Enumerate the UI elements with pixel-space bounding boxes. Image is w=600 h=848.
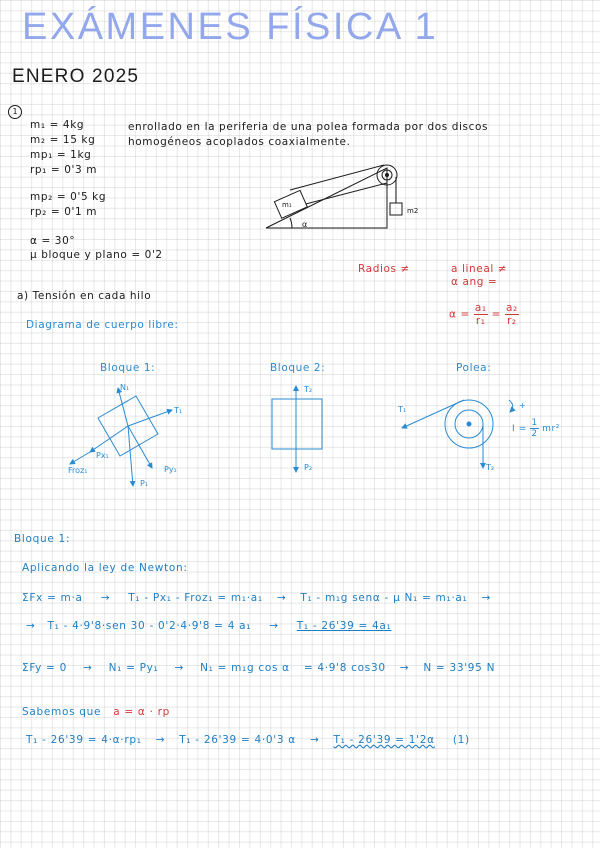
formula-lhs: α = [449, 308, 470, 321]
rotation-arrow [509, 400, 513, 412]
block1-fbd [60, 378, 200, 493]
page-title: EXÁMENES FÍSICA 1 [22, 6, 439, 48]
fraction-a1-r1: $\frac{\text{a₁}}{\text{r₁}}$ [474, 302, 487, 327]
pulley-fbd [394, 388, 526, 478]
block1-label-p: P₁ [140, 479, 149, 488]
pulley-title: Polea: [456, 362, 492, 374]
rotation-sign: + [519, 401, 526, 410]
note-linear-accel: a lineal ≠ [451, 263, 508, 275]
data-mu: μ bloque y plano = 0'2 [30, 249, 163, 261]
pulley-label-t1: T₁ [398, 405, 407, 414]
pulley-axle [386, 174, 389, 177]
block1-label-froz: Froz₁ [68, 466, 88, 475]
statement-line-2: homogéneos acoplados coaxialmente. [128, 136, 351, 148]
block2-label-p: P₂ [304, 463, 313, 472]
label-m2: m2 [407, 207, 419, 215]
data-mp1: mp₁ = 1kg [30, 149, 92, 161]
final-line: T₁ - 26'39 = 4·α·rp₁ → T₁ - 26'39 = 4·0'3 α → T₁ - 26'39 = 1'2α (1) [26, 734, 470, 746]
block2-rect [272, 399, 322, 449]
label-m1: m₁ [282, 201, 292, 209]
incline-diagram [262, 158, 422, 233]
equation-1: T₁ - 26'39 = 1'2α [333, 734, 435, 746]
block1-label-t: T₁ [174, 406, 183, 415]
fraction-a2-r2: $\frac{\text{a₂}}{\text{r₂}}$ [505, 302, 518, 327]
rope-lower [298, 183, 387, 206]
note-angular-accel: α ang = [451, 276, 498, 288]
pulley-label-t2: T₂ [486, 463, 495, 472]
fx-line-1: ΣFx = m·a → T₁ - Px₁ - Froz₁ = m₁·a₁ → T₁ - m₁g senα - μ N₁ = m₁·a₁ → [22, 592, 491, 604]
label-alpha: α [302, 220, 308, 229]
fx-line-2: → T₁ - 4·9'8·sen 30 - 0'2·4·9'8 = 4 a₁ → T₁ - 26'39 = 4a₁ [26, 620, 392, 632]
angle-arc [290, 218, 292, 228]
result-fx: T₁ - 26'39 = 4a₁ [296, 620, 392, 632]
statement-line-1: enrollado en la periferia de una polea formada por dos discos [128, 121, 489, 133]
block1-title: Bloque 1: [100, 362, 156, 374]
equation-number: (1) [452, 734, 470, 746]
data-alpha: α = 30° [30, 235, 76, 247]
normal-force-result: N = 33'95 N [423, 662, 496, 674]
block1-label-n: N₁ [120, 383, 130, 392]
block1-weight-arrow [128, 426, 133, 486]
block1-tension-arrow [128, 410, 172, 426]
block2-title: Bloque 2: [270, 362, 326, 374]
data-m1: m₁ = 4kg [30, 119, 85, 131]
pulley-center [467, 422, 471, 426]
solution-block-title: Bloque 1: [14, 533, 71, 545]
section-a-heading: a) Tensión en cada hilo [17, 290, 152, 302]
block2-fbd [266, 380, 336, 475]
data-m2: m₂ = 15 kg [30, 134, 96, 146]
fy-line: ΣFy = 0 → N₁ = Py₁ → N₁ = m₁g cos α = 4·9'8 cos30 → N = 33'95 N [22, 662, 496, 674]
block1-label-py: Py₁ [164, 465, 177, 474]
rope-upper [290, 165, 384, 190]
block1-friction-arrow [70, 452, 90, 464]
sabemos-line: Sabemos que a = α · rp [22, 706, 171, 718]
note-radii: Radios ≠ [358, 263, 410, 275]
data-rp2: rp₂ = 0'1 m [30, 206, 98, 218]
block-m2 [390, 203, 402, 215]
block1-px-arrow [90, 426, 128, 452]
block1-label-px: Px₁ [96, 451, 109, 460]
pulley-inertia: I = $\frac{1}{2}$ mr² [512, 418, 561, 439]
block1-normal-arrow [118, 388, 128, 426]
block2-label-t: T₂ [304, 385, 313, 394]
newton-heading: Aplicando la ley de Newton: [22, 562, 188, 574]
data-rp1: rp₁ = 0'3 m [30, 164, 98, 176]
block1-py-arrow [128, 426, 152, 468]
data-mp2: mp₂ = 0'5 kg [30, 191, 107, 203]
fbd-title: Diagrama de cuerpo libre: [26, 319, 179, 331]
exam-date: ENERO 2025 [12, 66, 140, 87]
problem-number: 1 [8, 105, 22, 119]
note-formula: α = $\frac{\text{a₁}}{\text{r₁}}$ = $\frac{\text{a₂}}{\text{r₂}}$ [449, 302, 518, 327]
